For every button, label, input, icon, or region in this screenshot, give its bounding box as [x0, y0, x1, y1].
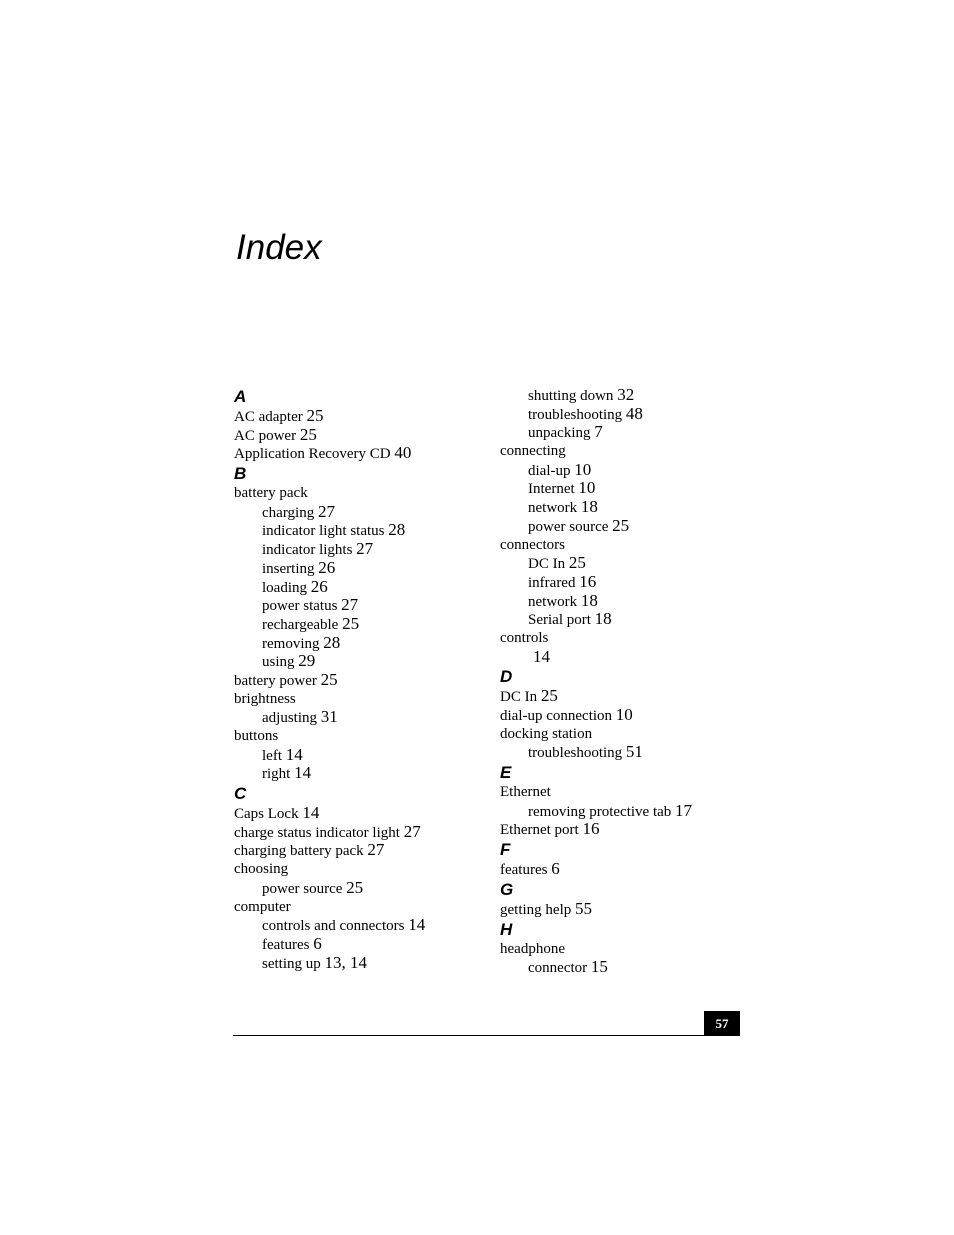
index-entry: [500, 629, 760, 648]
index-page-ref: 16: [579, 571, 597, 591]
index-term: controls: [500, 629, 549, 646]
index-term: removing protective tab: [528, 803, 672, 820]
index-term: charging: [262, 504, 315, 521]
index-term: choosing: [234, 861, 289, 878]
index-entry: [234, 879, 494, 898]
index-entry: [234, 484, 494, 503]
index-entry: [500, 900, 760, 919]
index-term: indicator lights: [262, 542, 353, 559]
index-entry: [500, 725, 760, 744]
index-entry: [500, 820, 760, 839]
index-entry: [234, 935, 494, 954]
index-entry: [234, 652, 494, 671]
index-entry: [234, 521, 494, 540]
index-page-ref: 25: [540, 686, 558, 706]
index-page-ref: 27: [403, 821, 421, 841]
index-term: AC adapter: [234, 409, 303, 425]
index-term: controls and connectors: [262, 918, 405, 935]
index-page-ref: 18: [580, 590, 598, 610]
index-term: left: [262, 747, 282, 764]
index-entry: [234, 690, 494, 709]
index-entry: [234, 916, 494, 935]
index-page-ref: 6: [551, 859, 560, 879]
index-entry: [500, 783, 760, 802]
index-entry: [500, 461, 760, 480]
index-page-ref: 27: [356, 539, 374, 559]
index-letter-heading: A: [234, 387, 247, 406]
index-term: docking station: [500, 725, 593, 742]
index-term: unpacking: [528, 425, 591, 442]
index-term: DC In: [500, 689, 538, 706]
index-letter-heading: H: [500, 919, 513, 939]
index-page-ref: 16: [582, 819, 600, 839]
index-term: connector: [528, 960, 588, 977]
index-page-ref: 18: [594, 609, 612, 629]
index-term: Serial port: [528, 612, 591, 629]
index-term: charge status indicator light: [234, 824, 400, 841]
index-term: headphone: [500, 940, 565, 957]
index-page-ref: 10: [578, 478, 596, 498]
index-page-ref: 14: [302, 803, 320, 823]
index-term: removing: [262, 635, 320, 652]
index-term: network: [528, 593, 578, 610]
index-entry: [234, 671, 494, 690]
index-page-ref: 28: [323, 632, 341, 652]
index-column-right: [500, 386, 760, 977]
index-entry: [500, 860, 760, 879]
index-term: buttons: [234, 728, 279, 744]
index-term: getting help: [500, 901, 572, 918]
index-entry: [500, 423, 760, 442]
index-term: features: [262, 936, 310, 953]
index-page-ref: 29: [298, 651, 316, 671]
index-term: power source: [262, 880, 343, 897]
index-term: Caps Lock: [234, 806, 299, 823]
index-term: using: [262, 654, 295, 671]
index-entry: [500, 554, 760, 573]
index-entry: [500, 592, 760, 611]
index-term: indicator light status: [262, 523, 385, 540]
index-page-ref: 10: [574, 459, 592, 479]
index-entry: [500, 386, 760, 405]
index-term: right: [262, 766, 291, 783]
index-page-ref: 7: [594, 422, 603, 442]
index-term: shutting down: [528, 388, 614, 404]
index-page-ref: 25: [342, 613, 360, 633]
index-term: network: [528, 500, 578, 517]
index-entry: [234, 898, 494, 917]
index-entry: [500, 536, 760, 555]
index-page-ref: 31: [320, 707, 338, 727]
index-page-ref: 25: [306, 406, 324, 425]
index-page-ref: 10: [615, 705, 633, 724]
index-entry: [234, 444, 494, 463]
index-page-ref: 14: [408, 915, 426, 935]
index-entry: [500, 498, 760, 517]
index-page-ref: 25: [299, 424, 317, 444]
index-page-ref: 27: [317, 501, 335, 521]
index-entry: [234, 841, 494, 860]
index-term: troubleshooting: [528, 406, 623, 423]
index-letter-heading: E: [500, 763, 512, 783]
index-entry: [234, 954, 494, 973]
index-term: brightness: [234, 690, 296, 707]
index-letter-heading: G: [500, 879, 514, 899]
index-entry: [234, 727, 494, 746]
index-entry: [234, 596, 494, 615]
index-term: Application Recovery CD: [234, 446, 391, 463]
index-entry: [234, 407, 494, 426]
index-page-ref: 14: [294, 763, 312, 783]
index-term: adjusting: [262, 710, 317, 727]
index-page-ref: 13, 14: [324, 952, 367, 972]
page-number: 57: [704, 1011, 740, 1036]
page-title: Index: [236, 228, 322, 267]
index-term: infrared: [528, 574, 576, 591]
index-entry: [234, 540, 494, 559]
index-entry: [500, 479, 760, 498]
index-entry: [500, 940, 760, 959]
index-entry: [234, 615, 494, 634]
index-term: computer: [234, 898, 291, 915]
index-entry: [234, 578, 494, 597]
index-page-ref: 14: [533, 646, 550, 666]
index-entry: [234, 559, 494, 578]
index-entry: [500, 648, 760, 667]
index-page-ref: 14: [285, 744, 303, 764]
index-term: battery power: [234, 672, 317, 689]
index-term: setting up: [262, 955, 321, 972]
index-term: battery pack: [234, 485, 308, 502]
index-term: rechargeable: [262, 616, 339, 633]
index-term: power status: [262, 598, 338, 615]
index-page-ref: 25: [612, 515, 630, 535]
index-term: power source: [528, 518, 609, 535]
index-entry: [234, 708, 494, 727]
index-entry: [500, 706, 760, 725]
index-entry: [500, 610, 760, 629]
index-page-ref: 55: [575, 898, 592, 918]
index-entry: [234, 426, 494, 445]
index-letter-heading: F: [500, 840, 511, 860]
index-page-ref: 15: [590, 957, 608, 977]
footer-rule: [233, 1035, 740, 1036]
index-term: Internet: [528, 481, 575, 498]
index-term: charging battery pack: [234, 843, 364, 860]
index-page-ref: 28: [388, 520, 406, 540]
index-term: dial-up connection: [500, 708, 613, 724]
index-entry: [234, 860, 494, 879]
index-page-ref: 40: [394, 443, 412, 463]
index-page-ref: 26: [318, 557, 336, 577]
index-letter-heading: B: [234, 464, 247, 484]
index-page-ref: 27: [367, 840, 385, 860]
index-entry: [500, 687, 760, 706]
index-page-ref: 25: [320, 669, 338, 689]
index-entry: [500, 802, 760, 821]
index-entry: [234, 503, 494, 522]
index-term: inserting: [262, 560, 315, 577]
index-entry: [234, 634, 494, 653]
index-entry: [500, 405, 760, 424]
index-entry: [500, 517, 760, 536]
index-column-left: [234, 386, 494, 972]
index-entry: [500, 442, 760, 461]
index-page-ref: 25: [568, 553, 586, 573]
index-entry: [234, 804, 494, 823]
index-term: connecting: [500, 443, 566, 460]
index-term: AC power: [234, 427, 297, 444]
index-page-ref: 48: [625, 403, 643, 423]
index-page-ref: 6: [313, 933, 322, 953]
index-page-ref: 27: [341, 595, 359, 615]
index-term: loading: [262, 579, 307, 596]
index-entry: [234, 746, 494, 765]
index-term: Ethernet port: [500, 822, 579, 839]
index-term: dial-up: [528, 462, 571, 479]
index-entry: [500, 958, 760, 977]
index-page-ref: 26: [310, 576, 328, 596]
index-entry: [234, 823, 494, 842]
index-entry: [234, 764, 494, 783]
index-term: features: [500, 862, 548, 879]
index-page-ref: 17: [675, 800, 693, 820]
index-term: troubleshooting: [528, 745, 623, 762]
index-page-ref: 25: [346, 877, 364, 897]
index-term: DC In: [528, 556, 566, 573]
index-letter-heading: D: [500, 667, 513, 687]
index-term: connectors: [500, 536, 565, 553]
index-term: Ethernet: [500, 784, 551, 801]
index-letter-heading: C: [234, 784, 247, 804]
index-page-ref: 18: [580, 497, 598, 517]
index-page-ref: 51: [625, 742, 643, 762]
index-entry: [500, 573, 760, 592]
index-entry: [500, 743, 760, 762]
index-page-ref: 32: [617, 385, 635, 404]
